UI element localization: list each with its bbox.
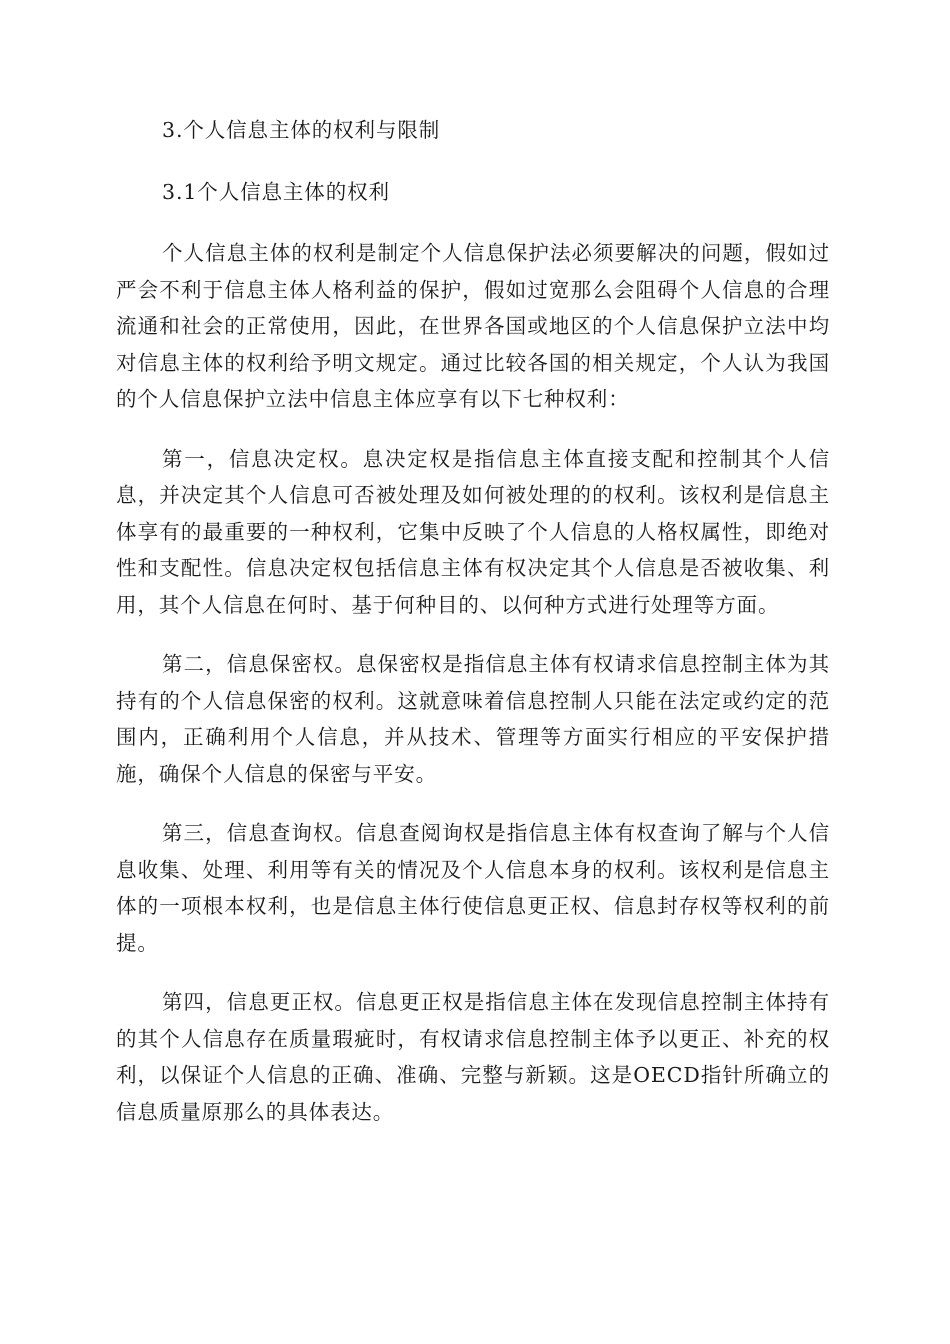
paragraph-right-correction: 第四，信息更正权。信息更正权是指信息主体在发现信息控制主体持有的其个人信息存在质量瑕疵时，有权请求信息控制主体予以更正、补充的权利，以保证个人信息的正确、准确、完整与新颖。这是OECD指针所确立的信息质量原那么的具体表达。: [116, 990, 830, 1124]
paragraph-right-inquiry: 第三，信息查询权。信息查阅询权是指信息主体有权查询了解与个人信息收集、处理、利用等有关的情况及个人信息本身的权利。该权利是信息主体的一项根本权利，也是信息主体行使信息更正权、信息封存权等权利的前提。: [116, 821, 830, 955]
paragraph-right-decision: 第一，信息决定权。息决定权是指信息主体直接支配和控制其个人信息，并决定其个人信息可否被处理及如何被处理的的权利。该权利是信息主体享有的最重要的一种权利，它集中反映了个人信息的人格权属性，即绝对性和支配性。信息决定权包括信息主体有权决定其个人信息是否被收集、利用，其个人信息在何时、基于何种目的、以何种方式进行处理等方面。: [116, 446, 830, 617]
subsection-heading: 3.1个人信息主体的权利: [162, 179, 390, 204]
document-page: [116, 112, 830, 1153]
paragraph-intro: 个人信息主体的权利是制定个人信息保护法必须要解决的问题，假如过严会不利于信息主体人格利益的保护，假如过宽那么会阻碍个人信息的合理流通和社会的正常使用，因此，在世界各国或地区的个人信息保护立法中均对信息主体的权利给予明文规定。通过比较各国的相关规定，个人认为我国的个人信息保护立法中信息主体应享有以下七种权利：: [116, 241, 830, 411]
section-heading: 3.个人信息主体的权利与限制: [162, 118, 441, 142]
paragraph-right-confidentiality: 第二，信息保密权。息保密权是指信息主体有权请求信息控制主体为其持有的个人信息保密的权利。这就意味着信息控制人只能在法定或约定的范围内，正确利用个人信息，并从技术、管理等方面实行相应的平安保护措施，确保个人信息的保密与平安。: [116, 652, 830, 786]
